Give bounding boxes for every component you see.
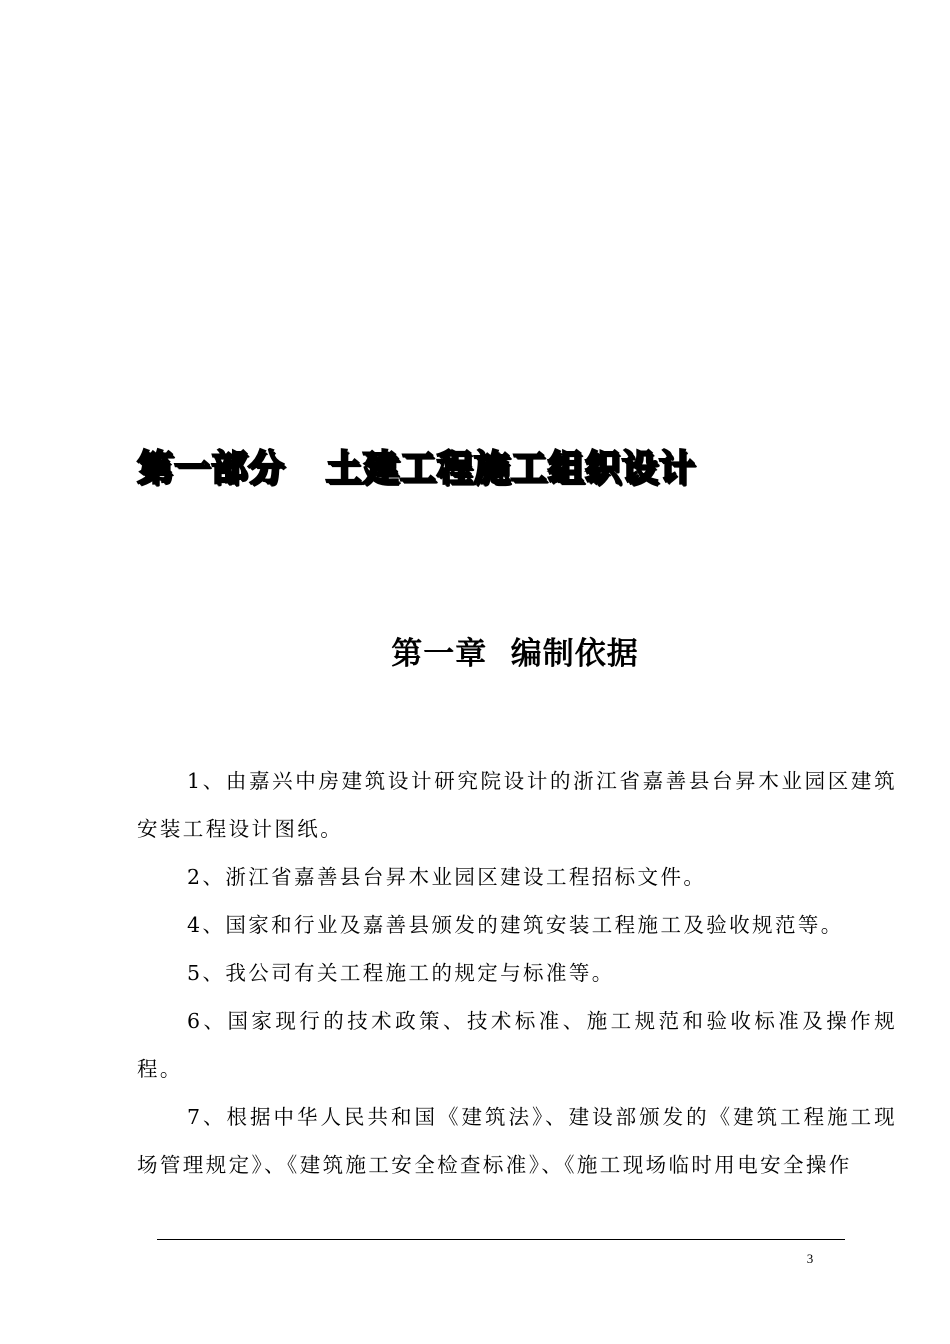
paragraph: 1、由嘉兴中房建筑设计研究院设计的浙江省嘉善县台昇木业园区建筑安装工程设计图纸。 bbox=[137, 769, 897, 841]
body-text bbox=[137, 757, 897, 1189]
paragraph: 5、我公司有关工程施工的规定与标准等。 bbox=[187, 961, 615, 985]
footer-divider bbox=[157, 1239, 845, 1240]
chapter-title: 第一章 编制依据 bbox=[391, 636, 639, 672]
part-title: 第一部分 土建工程施工组织设计 bbox=[137, 448, 696, 489]
paragraph: 4、国家和行业及嘉善县颁发的建筑安装工程施工及验收规范等。 bbox=[187, 913, 844, 937]
paragraph: 7、根据中华人民共和国《建筑法》、建设部颁发的《建筑工程施工现场管理规定》、《建筑施工安全检查标准》、《施工现场临时用电安全操作 bbox=[137, 1105, 897, 1177]
paragraph: 2、浙江省嘉善县台昇木业园区建设工程招标文件。 bbox=[187, 865, 707, 889]
page-number: 3 bbox=[806, 1251, 814, 1266]
paragraph: 6、国家现行的技术政策、技术标准、施工规范和验收标准及操作规程。 bbox=[137, 1009, 897, 1081]
